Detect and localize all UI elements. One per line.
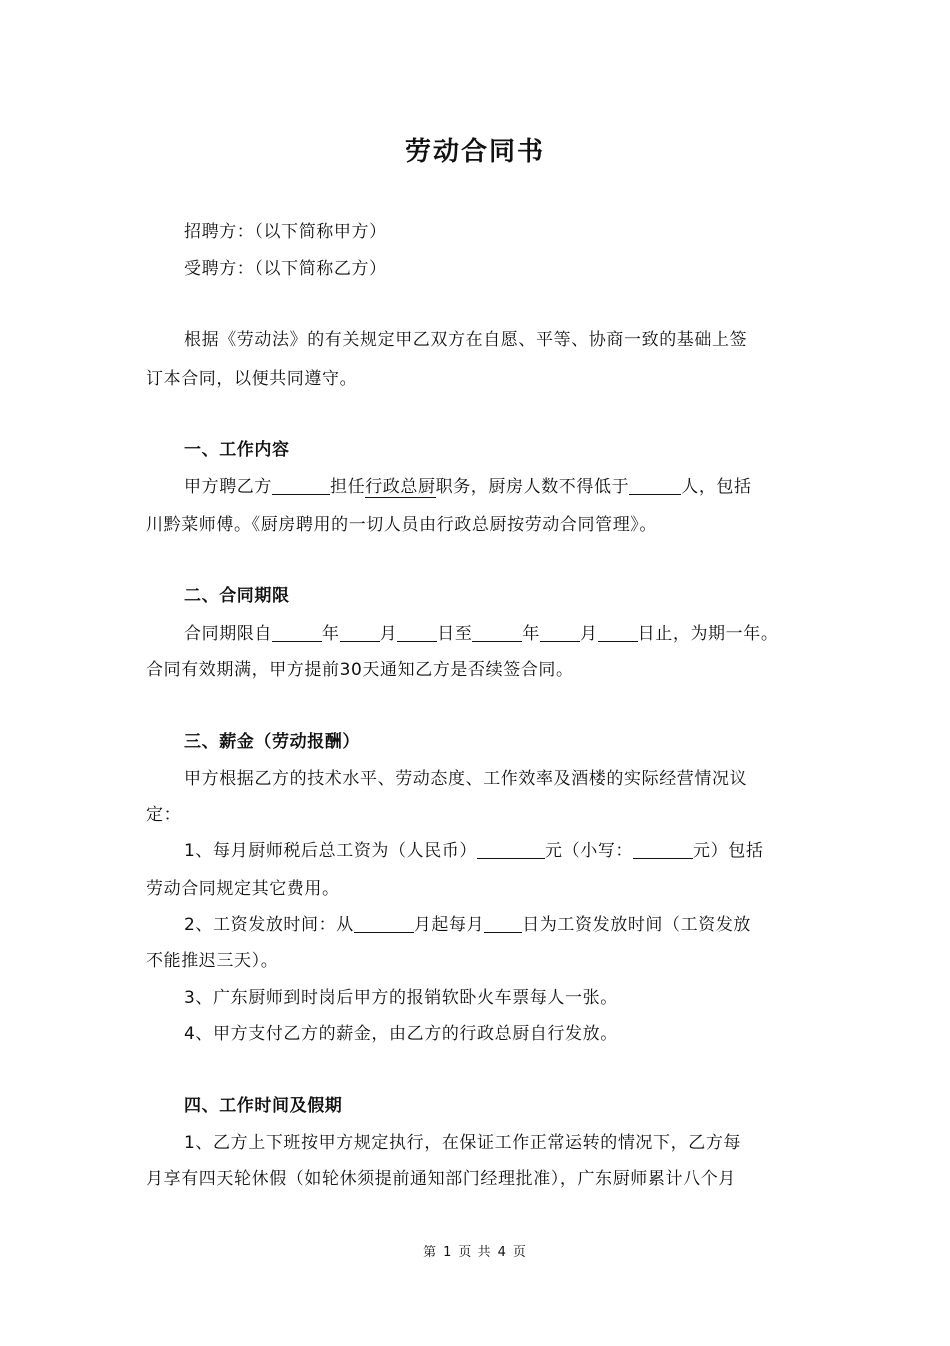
employer-line: 招聘方：（以下简称甲方）	[184, 222, 387, 242]
text: 月起每月	[413, 915, 485, 935]
employee-line: 受聘方：（以下简称乙方）	[184, 259, 387, 279]
intro-line-2: 订本合同，以便共同遵守。	[146, 369, 358, 389]
blank-field[interactable]	[354, 915, 414, 933]
section-3-item-2-line-2: 不能推迟三天）。	[146, 951, 279, 971]
text: 职务，厨房人数不得低于	[435, 477, 630, 497]
text: 担任	[330, 477, 366, 497]
section-3-line-2: 定：	[146, 805, 182, 825]
blank-field[interactable]	[397, 624, 437, 642]
section-3-line-1: 甲方根据乙方的技术水平、劳动态度、工作效率及酒楼的实际经营情况议	[184, 769, 748, 789]
page-total: 4	[497, 1245, 507, 1260]
text: 年	[322, 624, 340, 644]
text: 元）包括	[693, 841, 764, 861]
blank-field[interactable]	[598, 624, 638, 642]
blank-field[interactable]	[272, 624, 322, 642]
blank-field[interactable]	[540, 624, 580, 642]
section-3-item-2	[184, 910, 751, 935]
page-footer	[0, 1241, 950, 1260]
section-1-heading: 一、工作内容	[184, 440, 290, 460]
section-2-line-2: 合同有效期满，甲方提前30天通知乙方是否续签合同。	[146, 660, 574, 680]
section-4-item-1-line-1: 1、乙方上下班按甲方规定执行，在保证工作正常运转的情况下，乙方每	[184, 1133, 742, 1153]
blank-field[interactable]	[629, 477, 681, 495]
blank-field[interactable]	[484, 915, 522, 933]
page-suffix: 页	[512, 1245, 527, 1260]
section-3-item-3: 3、广东厨师到时岗后甲方的报销软卧火车票每人一张。	[184, 988, 618, 1008]
intro-line-1: 根据《劳动法》的有关规定甲乙双方在自愿、平等、协商一致的基础上签	[184, 330, 748, 350]
blank-field[interactable]	[477, 841, 545, 859]
page-mid: 页 共	[458, 1245, 492, 1260]
text: 人，包括	[681, 477, 752, 497]
text: 日至	[437, 624, 473, 644]
text: 甲方聘乙方	[184, 477, 272, 497]
blank-field[interactable]	[340, 624, 380, 642]
page-number: 1	[443, 1245, 453, 1260]
text: 月	[379, 624, 398, 644]
text: 1、每月厨师税后总工资为（人民币）	[184, 841, 478, 861]
text: 日止，为期一年。	[637, 624, 779, 644]
section-3-heading: 三、薪金（劳动报酬）	[184, 732, 360, 752]
section-1-paragraph-line-1	[184, 472, 752, 497]
text: 2、工资发放时间：从	[184, 915, 354, 935]
section-1-paragraph-line-2: 川黔菜师傅。《厨房聘用的一切人员由行政总厨按劳动合同管理》。	[146, 515, 657, 535]
role-underlined: 行政总厨	[365, 477, 436, 497]
text: 元（小写：	[545, 841, 634, 861]
section-3-item-1-line-2: 劳动合同规定其它费用。	[146, 879, 340, 899]
section-3-item-4: 4、甲方支付乙方的薪金，由乙方的行政总厨自行发放。	[184, 1024, 618, 1044]
text: 年	[522, 624, 541, 644]
blank-field[interactable]	[472, 624, 522, 642]
text: 月	[580, 624, 598, 644]
text: 合同期限自	[184, 624, 272, 644]
text: 日为工资发放时间（工资发放	[522, 915, 752, 935]
section-4-item-1-line-2: 月享有四天轮休假（如轮休须提前通知部门经理批准），广东厨师累计八个月	[146, 1169, 736, 1189]
section-4-heading: 四、工作时间及假期	[184, 1096, 343, 1116]
document-title: 劳动合同书	[404, 137, 545, 167]
page-prefix: 第	[423, 1245, 438, 1260]
section-2-line-1	[184, 619, 778, 644]
blank-field[interactable]	[633, 841, 693, 859]
blank-field[interactable]	[272, 477, 330, 495]
section-3-item-1	[184, 836, 763, 861]
section-2-heading: 二、合同期限	[184, 586, 290, 606]
